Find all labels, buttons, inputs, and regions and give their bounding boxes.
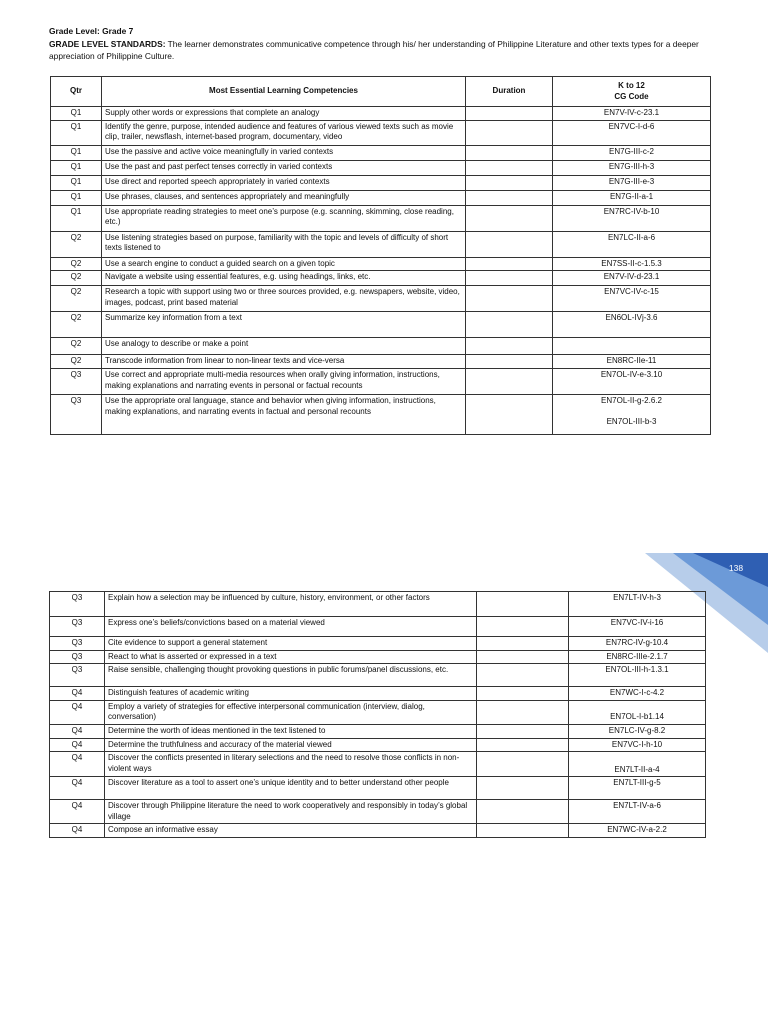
quarter-cell: Q4 bbox=[50, 777, 105, 800]
table-row bbox=[51, 395, 711, 435]
standards-text: The learner demonstrates communicative competence through his/ her understanding of Philippine Literature and other texts types for a deeper appreciation of Philippine Culture. bbox=[49, 39, 699, 61]
quarter-cell: Q1 bbox=[51, 145, 102, 160]
quarter-cell: Q2 bbox=[51, 355, 102, 369]
competency-cell: Discover through Philippine literature the need to work cooperatively and responsibly in today’s global village bbox=[105, 800, 477, 824]
cg-code-cell: EN7LT-IV-a-6 bbox=[569, 800, 706, 824]
qtr-header: Qtr bbox=[51, 77, 102, 107]
cg-code-cell: EN6OL-IVj-3.6 bbox=[553, 312, 711, 338]
quarter-cell: Q1 bbox=[51, 205, 102, 231]
table-row bbox=[51, 355, 711, 369]
cg-code-cell: EN7SS-II-c-1.5.3 bbox=[553, 257, 711, 271]
competency-cell: Navigate a website using essential features, e.g. using headings, links, etc. bbox=[102, 271, 466, 286]
grade-level-standards bbox=[49, 39, 719, 62]
duration-cell bbox=[466, 257, 553, 271]
quarter-cell: Q4 bbox=[50, 700, 105, 724]
competency-cell: Explain how a selection may be influenced by culture, history, environment, or other factors bbox=[105, 592, 477, 617]
cg-code-cell: EN7WC-IV-a-2.2 bbox=[569, 824, 706, 838]
cg-code-cell: EN8RC-IIIe-2.1.7 bbox=[569, 650, 706, 664]
cg-code-header-line1: K to 12 bbox=[618, 80, 645, 90]
table-row bbox=[50, 824, 706, 838]
competency-cell: Determine the truthfulness and accuracy of the material viewed bbox=[105, 738, 477, 752]
competency-cell: Determine the worth of ideas mentioned in the text listened to bbox=[105, 724, 477, 738]
duration-cell bbox=[466, 286, 553, 312]
table-row bbox=[50, 617, 706, 637]
page-number: 138 bbox=[728, 563, 744, 573]
cg-code-header-line2: CG Code bbox=[614, 91, 649, 101]
cg-code-cell: EN7VC-IV-i-16 bbox=[569, 617, 706, 637]
duration-cell bbox=[477, 617, 569, 637]
duration-cell bbox=[477, 664, 569, 687]
table-row bbox=[51, 369, 711, 395]
table-row bbox=[51, 338, 711, 355]
competency-cell: Employ a variety of strategies for effective interpersonal communication (interview, dialog, conversation) bbox=[105, 700, 477, 724]
quarter-cell: Q4 bbox=[50, 824, 105, 838]
quarter-cell: Q1 bbox=[51, 175, 102, 190]
duration-cell bbox=[466, 145, 553, 160]
table-row bbox=[51, 190, 711, 205]
competency-cell: Use phrases, clauses, and sentences appropriately and meaningfully bbox=[102, 190, 466, 205]
table-row bbox=[50, 700, 706, 724]
quarter-cell: Q3 bbox=[50, 592, 105, 617]
cg-code-cell: EN7WC-I-c-4.2 bbox=[569, 687, 706, 701]
duration-cell bbox=[466, 395, 553, 435]
duration-cell bbox=[466, 175, 553, 190]
table-row bbox=[50, 752, 706, 777]
quarter-cell: Q4 bbox=[50, 738, 105, 752]
quarter-cell: Q2 bbox=[51, 338, 102, 355]
competency-cell: Identify the genre, purpose, intended audience and features of various viewed texts such as movie clip, trailer, newsflash, internet-based program, documentary, video bbox=[102, 120, 466, 145]
table-row bbox=[51, 107, 711, 121]
competency-cell: Distinguish features of academic writing bbox=[105, 687, 477, 701]
cg-code-cell: EN7G-III-h-3 bbox=[553, 160, 711, 175]
duration-cell bbox=[466, 369, 553, 395]
competency-cell: Raise sensible, challenging thought provoking questions in public forums/panel discussions, etc. bbox=[105, 664, 477, 687]
quarter-cell: Q3 bbox=[50, 664, 105, 687]
table-row bbox=[51, 205, 711, 231]
duration-cell bbox=[466, 160, 553, 175]
cg-code-cell: EN7OL-III-h-1.3.1 bbox=[569, 664, 706, 687]
table-row bbox=[50, 592, 706, 617]
quarter-cell: Q3 bbox=[50, 637, 105, 651]
cg-code-cell: EN7VC-IV-c-15 bbox=[553, 286, 711, 312]
competency-cell: Discover literature as a tool to assert one’s unique identity and to better understand other people bbox=[105, 777, 477, 800]
cg-code-cell: EN7LC-II-a-6 bbox=[553, 231, 711, 257]
competency-cell: Summarize key information from a text bbox=[102, 312, 466, 338]
quarter-cell: Q4 bbox=[50, 724, 105, 738]
duration-cell bbox=[466, 190, 553, 205]
quarter-cell: Q3 bbox=[50, 617, 105, 637]
table-row bbox=[51, 286, 711, 312]
competency-cell: Discover the conflicts presented in literary selections and the need to resolve those conflicts in non-violent ways bbox=[105, 752, 477, 777]
competency-cell: Use the passive and active voice meaningfully in varied contexts bbox=[102, 145, 466, 160]
duration-cell bbox=[477, 637, 569, 651]
table-row bbox=[51, 175, 711, 190]
duration-cell bbox=[466, 271, 553, 286]
competency-cell: Use the past and past perfect tenses correctly in varied contexts bbox=[102, 160, 466, 175]
quarter-cell: Q4 bbox=[50, 687, 105, 701]
cg-code-cell: EN7VC-I-d-6 bbox=[553, 120, 711, 145]
duration-cell bbox=[466, 107, 553, 121]
duration-cell bbox=[477, 777, 569, 800]
cg-code-cell: EN7OL-IV-e-3.10 bbox=[553, 369, 711, 395]
cg-code-cell: EN7LT-II-a-4 bbox=[569, 752, 706, 777]
duration-cell bbox=[477, 592, 569, 617]
duration-cell bbox=[477, 724, 569, 738]
quarter-cell: Q2 bbox=[51, 286, 102, 312]
table-row bbox=[50, 738, 706, 752]
standards-label: GRADE LEVEL STANDARDS: bbox=[49, 39, 166, 49]
competency-cell: Cite evidence to support a general statement bbox=[105, 637, 477, 651]
table-row bbox=[50, 777, 706, 800]
competency-cell: Compose an informative essay bbox=[105, 824, 477, 838]
quarter-cell: Q2 bbox=[51, 257, 102, 271]
table-row bbox=[50, 664, 706, 687]
quarter-cell: Q1 bbox=[51, 107, 102, 121]
competency-cell: Supply other words or expressions that complete an analogy bbox=[102, 107, 466, 121]
table-row bbox=[51, 271, 711, 286]
table-row bbox=[51, 120, 711, 145]
competency-cell: Use appropriate reading strategies to meet one’s purpose (e.g. scanning, skimming, close reading, etc.) bbox=[102, 205, 466, 231]
quarter-cell: Q3 bbox=[51, 395, 102, 435]
table-row bbox=[51, 257, 711, 271]
competency-cell: Transcode information from linear to non-linear texts and vice-versa bbox=[102, 355, 466, 369]
competencies-table bbox=[50, 76, 711, 435]
duration-cell bbox=[466, 312, 553, 338]
duration-header: Duration bbox=[466, 77, 553, 107]
competency-cell: Research a topic with support using two or three sources provided, e.g. newspapers, website, video, images, podcast, print based material bbox=[102, 286, 466, 312]
table-header-row bbox=[51, 77, 711, 107]
table-row bbox=[51, 312, 711, 338]
competency-cell: Use a search engine to conduct a guided search on a given topic bbox=[102, 257, 466, 271]
quarter-cell: Q1 bbox=[51, 190, 102, 205]
table-row bbox=[50, 724, 706, 738]
quarter-cell: Q3 bbox=[50, 650, 105, 664]
cg-code-cell bbox=[553, 338, 711, 355]
table-row bbox=[50, 800, 706, 824]
duration-cell bbox=[466, 205, 553, 231]
table-row bbox=[51, 160, 711, 175]
duration-cell bbox=[477, 752, 569, 777]
quarter-cell: Q4 bbox=[50, 800, 105, 824]
competency-cell: Use the appropriate oral language, stance and behavior when giving information, instructions, making explanations, and narrating events in factual and personal recounts bbox=[102, 395, 466, 435]
cg-code-cell: EN7V-IV-c-23.1 bbox=[553, 107, 711, 121]
competencies-table-continued bbox=[49, 591, 706, 838]
cg-code-cell: EN7OL-I-b1.14 bbox=[569, 700, 706, 724]
table-row bbox=[51, 145, 711, 160]
table-row bbox=[50, 650, 706, 664]
duration-cell bbox=[466, 355, 553, 369]
table-row bbox=[50, 687, 706, 701]
cg-code-cell: EN7G-II-a-1 bbox=[553, 190, 711, 205]
quarter-cell: Q2 bbox=[51, 231, 102, 257]
competency-cell: Use direct and reported speech appropriately in varied contexts bbox=[102, 175, 466, 190]
competency-cell: Use correct and appropriate multi-media resources when orally giving information, instructions, making explanations and narrating events in personal or factual recounts bbox=[102, 369, 466, 395]
quarter-cell: Q2 bbox=[51, 271, 102, 286]
table-row bbox=[51, 231, 711, 257]
duration-cell bbox=[466, 120, 553, 145]
duration-cell bbox=[477, 738, 569, 752]
competency-cell: Use analogy to describe or make a point bbox=[102, 338, 466, 355]
cg-code-cell: EN7G-III-c-2 bbox=[553, 145, 711, 160]
cg-code-cell: EN7RC-IV-g-10.4 bbox=[569, 637, 706, 651]
duration-cell bbox=[477, 800, 569, 824]
quarter-cell: Q2 bbox=[51, 312, 102, 338]
cg-code-header bbox=[553, 77, 711, 107]
cg-code-cell: EN7LT-III-g-5 bbox=[569, 777, 706, 800]
competency-cell: Use listening strategies based on purpose, familiarity with the topic and levels of difficulty of short texts listened to bbox=[102, 231, 466, 257]
cg-code-cell: EN7LT-IV-h-3 bbox=[569, 592, 706, 617]
competency-header: Most Essential Learning Competencies bbox=[102, 77, 466, 107]
cg-code-cell: EN7G-III-e-3 bbox=[553, 175, 711, 190]
cg-code-cell: EN8RC-IIe-11 bbox=[553, 355, 711, 369]
duration-cell bbox=[466, 338, 553, 355]
quarter-cell: Q1 bbox=[51, 120, 102, 145]
table-row bbox=[50, 637, 706, 651]
cg-code-cell: EN7LC-IV-g-8.2 bbox=[569, 724, 706, 738]
competency-cell: Express one’s beliefs/convictions based on a material viewed bbox=[105, 617, 477, 637]
quarter-cell: Q1 bbox=[51, 160, 102, 175]
cg-code-cell: EN7V-IV-d-23.1 bbox=[553, 271, 711, 286]
duration-cell bbox=[477, 700, 569, 724]
cg-code-cell: EN7VC-I-h-10 bbox=[569, 738, 706, 752]
duration-cell bbox=[466, 231, 553, 257]
competency-cell: React to what is asserted or expressed in a text bbox=[105, 650, 477, 664]
cg-code-cell bbox=[553, 395, 711, 435]
grade-level: Grade Level: Grade 7 bbox=[49, 26, 134, 36]
quarter-cell: Q4 bbox=[50, 752, 105, 777]
cg-code: EN7OL-II-g-2.6.2 bbox=[601, 396, 662, 406]
quarter-cell: Q3 bbox=[51, 369, 102, 395]
cg-code-secondary: EN7OL-III-b-3 bbox=[606, 416, 657, 426]
duration-cell bbox=[477, 824, 569, 838]
duration-cell bbox=[477, 687, 569, 701]
duration-cell bbox=[477, 650, 569, 664]
cg-code-cell: EN7RC-IV-b-10 bbox=[553, 205, 711, 231]
